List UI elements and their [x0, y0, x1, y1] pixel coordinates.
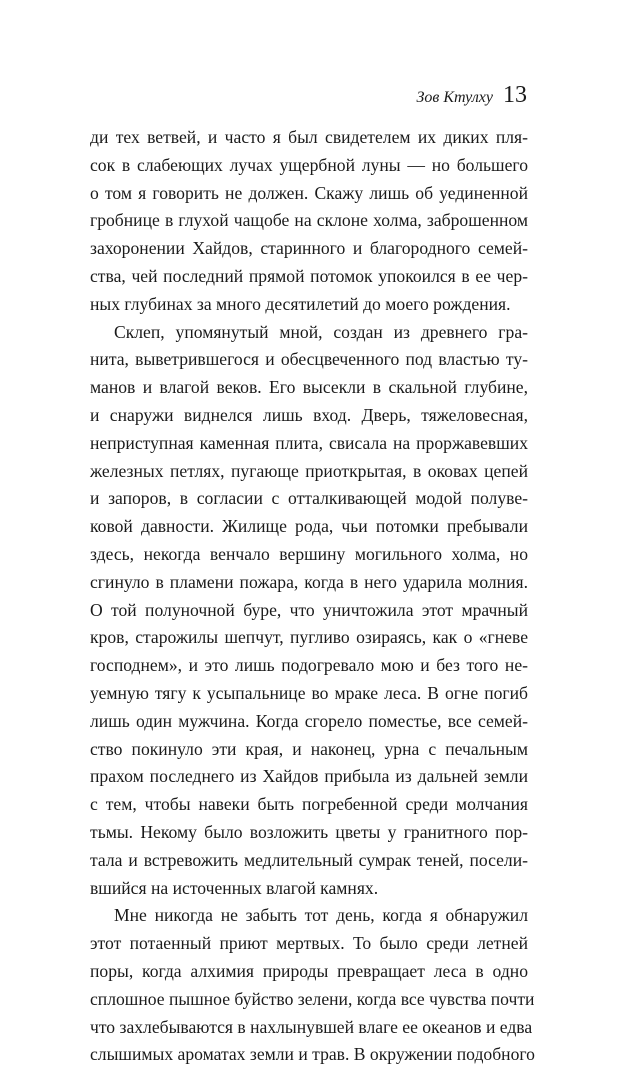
- text-line: что захлебываются в нахлынувшей влаге ее океанов и едва: [90, 1016, 533, 1037]
- text-line: тьмы. Некому было возложить цветы у гранитного пор-: [90, 821, 528, 842]
- text-line: гробнице в глухой чащобе на склоне холма, заброшенном: [90, 210, 528, 231]
- text-line: ства, чей последний прямой потомок упокоился в ее чер-: [90, 265, 528, 286]
- text-line: этот потаенный приют мертвых. То было среди летней: [90, 933, 528, 954]
- running-title: Зов Ктулху: [416, 89, 493, 106]
- text-line: ковой давности. Жилище рода, чьи потомки пребывали: [90, 516, 528, 537]
- text-line: О той полуночной буре, что уничтожила этот мрачный: [90, 599, 528, 620]
- text-line: Мне никогда не забыть тот день, когда я обнаружил: [114, 905, 528, 926]
- text-line: железных петлях, пугающе приоткрытая, в оковах цепей: [90, 460, 528, 481]
- paragraph: [90, 124, 528, 319]
- text-line: сгинуло в пламени пожара, когда в него ударила молния.: [90, 571, 528, 592]
- text-line: захоронении Хайдов, старинного и благородного семей-: [90, 238, 528, 259]
- text-line: неприступная каменная плита, свисала на проржавевших: [90, 432, 528, 453]
- page-number: 13: [503, 82, 527, 108]
- text-line: кров, старожилы шепчут, пугливо озираясь, как о «гневе: [90, 627, 528, 648]
- text-line: о том я говорить не должен. Скажу лишь об уединенной: [90, 182, 528, 203]
- text-line: и запоров, в согласии с отталкивающей модой полуве-: [90, 488, 528, 509]
- text-line: уемную тягу к усыпальнице во мраке леса. В огне погиб: [90, 682, 528, 703]
- text-line: здесь, некогда венчало вершину могильного холма, но: [90, 543, 528, 564]
- text-line: слышимых ароматах земли и трав. В окружении подобного: [90, 1044, 535, 1065]
- text-line: господнем», и это лишь подогревало мою и без того не-: [90, 655, 528, 676]
- text-line: ных глубинах за много десятилетий до моего рождения.: [90, 293, 511, 314]
- text-line: ство покинуло эти края, и наконец, урна с печальным: [90, 738, 528, 759]
- text-line: тала и встревожить медлительный сумрак теней, посели-: [90, 849, 528, 870]
- text-line: нита, выветрившегося и обесцвеченного под властью ту-: [90, 349, 528, 370]
- paragraph: [90, 902, 535, 1069]
- text-line: и снаружи виднелся лишь вход. Дверь, тяжеловесная,: [90, 404, 528, 425]
- text-line: поры, когда алхимия природы превращает леса в одно: [90, 960, 528, 981]
- text-line: прахом последнего из Хайдов прибыла из дальней земли: [90, 766, 528, 787]
- body-text: [90, 124, 535, 1069]
- text-line: лишь один мужчина. Когда сгорело поместье, все семей-: [90, 710, 528, 731]
- paragraph: [90, 319, 528, 903]
- text-line: сплошное пышное буйство зелени, когда все чувства почти: [90, 988, 535, 1009]
- text-line: вшийся на источенных влагой камнях.: [90, 877, 379, 898]
- running-head: [417, 82, 528, 109]
- text-line: сок в слабеющих лучах ущербной луны — но большего: [90, 154, 528, 175]
- text-line: с тем, чтобы навеки быть погребенной среди молчания: [90, 794, 528, 815]
- text-line: манов и влагой веков. Его высекли в скальной глубине,: [90, 377, 528, 398]
- text-line: ди тех ветвей, и часто я был свидетелем их диких пля-: [90, 127, 528, 147]
- text-line: Склеп, упомянутый мной, создан из древнего гра-: [114, 321, 528, 342]
